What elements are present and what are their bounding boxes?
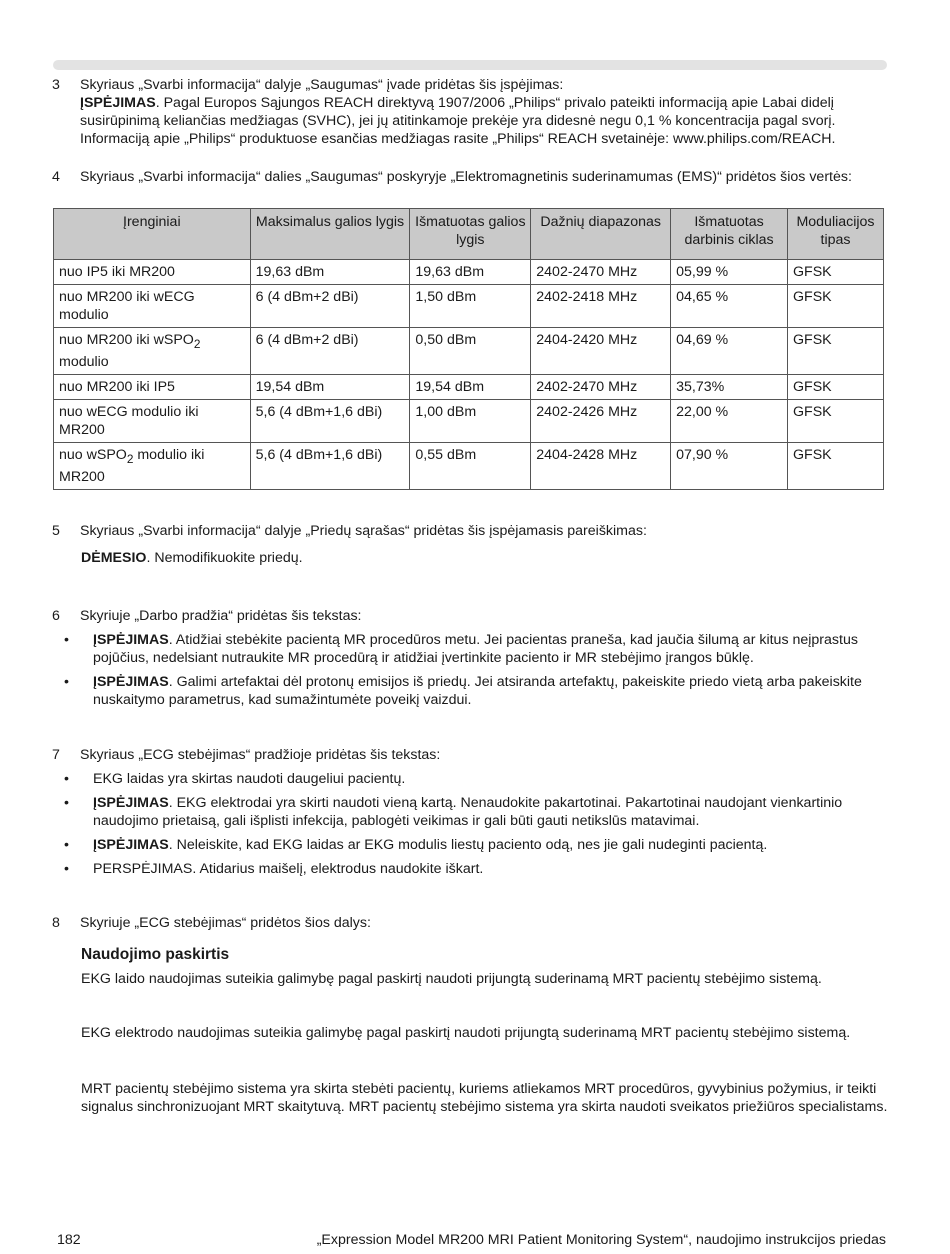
duty-cycle-cell: 05,99 % xyxy=(671,260,788,285)
duty-cycle-cell: 04,65 % xyxy=(671,285,788,328)
table-row xyxy=(54,399,884,442)
list-item xyxy=(52,673,888,709)
list-item xyxy=(52,836,888,854)
column-header: Maksimalus galios lygis xyxy=(250,209,410,260)
device-subscript: 2 xyxy=(193,336,201,351)
warning-label: ĮSPĖJIMAS xyxy=(93,632,169,648)
footer-title: „Expression Model MR200 MRI Patient Monitoring System“, naudojimo instrukcijos priedas xyxy=(316,1232,886,1248)
item-number: 8 xyxy=(52,915,60,931)
item-intro: Skyriuje „Darbo pradžia“ pridėtas šis tekstas: xyxy=(80,608,362,624)
item-intro: Skyriuje „ECG stebėjimas“ pridėtos šios dalys: xyxy=(80,915,371,931)
item-number: 4 xyxy=(52,169,60,185)
table-row xyxy=(54,374,884,399)
section-item-3 xyxy=(52,76,888,148)
list-item xyxy=(52,631,888,667)
device-name: nuo MR200 iki wSPO xyxy=(59,332,194,348)
measured-power-cell: 19,54 dBm xyxy=(410,374,531,399)
modulation-cell: GFSK xyxy=(788,285,884,328)
frequency-cell: 2402-2470 MHz xyxy=(531,260,671,285)
measured-power-cell: 0,50 dBm xyxy=(410,328,531,375)
section-item-7 xyxy=(52,746,888,878)
list-item xyxy=(52,860,888,878)
modulation-cell: GFSK xyxy=(788,442,884,489)
list-item-text: PERSPĖJIMAS. Atidarius maišelį, elektrodus naudokite iškart. xyxy=(93,861,484,877)
device-cell xyxy=(54,260,251,285)
column-header: Dažnių diapazonas xyxy=(531,209,671,260)
column-header: Įrenginiai xyxy=(54,209,251,260)
device-name: nuo MR200 iki IP5 xyxy=(59,378,175,395)
list-item xyxy=(52,770,888,788)
measured-power-cell: 1,50 dBm xyxy=(410,285,531,328)
max-power-cell: 19,54 dBm xyxy=(250,374,410,399)
bullet-list xyxy=(52,770,888,878)
max-power-cell: 5,6 (4 dBm+1,6 dBi) xyxy=(250,399,410,442)
bullet-list xyxy=(52,631,888,709)
section-item-8 xyxy=(52,914,888,1116)
modulation-cell: GFSK xyxy=(788,374,884,399)
paragraph: MRT pacientų stebėjimo sistema yra skirta stebėti pacientų, kuriems atliekamos MRT procedūros, gyvybinius požymius, ir teikti signalus sinchronizuojant MRT skaitytuvą. MRT pacientų stebėjimo sistema yra skirta naudoti sveikatos priežiūros specialistams. xyxy=(81,1081,888,1115)
item-number: 7 xyxy=(52,747,60,763)
modulation-cell: GFSK xyxy=(788,328,884,375)
section-item-4 xyxy=(52,168,888,186)
duty-cycle-cell: 07,90 % xyxy=(671,442,788,489)
page-number: 182 xyxy=(57,1232,81,1248)
device-cell xyxy=(54,285,251,328)
device-subscript: 2 xyxy=(126,451,134,466)
warning-label: ĮSPĖJIMAS xyxy=(93,837,169,853)
table-row xyxy=(54,285,884,328)
paragraph: EKG elektrodo naudojimas suteikia galimybę pagal paskirtį naudoti prijungtą suderinamą MRT pacientų stebėjimo sistemą. xyxy=(81,1025,851,1041)
caution-text: . Nemodifikuokite priedų. xyxy=(146,550,303,566)
duty-cycle-cell: 22,00 % xyxy=(671,399,788,442)
table-row xyxy=(54,260,884,285)
device-cell xyxy=(54,399,251,442)
measured-power-cell: 1,00 dBm xyxy=(410,399,531,442)
warning-label: ĮSPĖJIMAS xyxy=(93,674,169,690)
measured-power-cell: 0,55 dBm xyxy=(410,442,531,489)
device-name: nuo wSPO xyxy=(59,446,127,463)
duty-cycle-cell: 35,73% xyxy=(671,374,788,399)
frequency-cell: 2404-2420 MHz xyxy=(531,328,671,375)
warning-label: ĮSPĖJIMAS xyxy=(93,795,169,811)
max-power-cell: 6 (4 dBm+2 dBi) xyxy=(250,328,410,375)
max-power-cell: 5,6 (4 dBm+1,6 dBi) xyxy=(250,442,410,489)
device-cell xyxy=(54,328,251,375)
item-intro: Skyriaus „ECG stebėjimas“ pradžioje pridėtas šis tekstas: xyxy=(80,747,441,763)
list-item-text: EKG laidas yra skirtas naudoti daugeliui pacientų. xyxy=(93,771,406,787)
duty-cycle-cell: 04,69 % xyxy=(671,328,788,375)
max-power-cell: 19,63 dBm xyxy=(250,260,410,285)
table-row xyxy=(54,328,884,375)
paragraph: EKG laido naudojimas suteikia galimybę pagal paskirtį naudoti prijungtą suderinamą MRT pacientų stebėjimo sistemą. xyxy=(81,971,822,987)
caution-label: DĖMESIO xyxy=(81,550,147,566)
modulation-cell: GFSK xyxy=(788,399,884,442)
warning-paragraph xyxy=(80,94,888,148)
section-item-5 xyxy=(52,522,888,567)
column-header: Moduliacijos tipas xyxy=(788,209,884,260)
list-item-text: . Galimi artefaktai dėl protonų emisijos iš priedų. Jei atsiranda artefaktų, pakeiskite priedo vietą arba pakeiskite nuskaitymo parametrus, kad sumažintumėte poveikį vaizdui. xyxy=(93,674,862,708)
item-intro: Skyriaus „Svarbi informacija“ dalyje „Priedų sąrašas“ pridėtas šis įspėjamasis pareiškimas: xyxy=(80,523,647,539)
measured-power-cell: 19,63 dBm xyxy=(410,260,531,285)
device-name: nuo wECG modulio iki MR200 xyxy=(59,403,199,438)
list-item-text: . Atidžiai stebėkite pacientą MR procedūros metu. Jei pacientas praneša, kad jaučia šilumą ar kitus neįprastus pojūčius, nedelsiant nutraukite MR procedūrą ir atidžiai įvertinkite paciento ir MR stebėjimo įrangos būklę. xyxy=(93,632,858,666)
device-name-suffix: modulio xyxy=(59,353,109,370)
item-intro: Skyriaus „Svarbi informacija“ dalyje „Saugumas“ įvade pridėtas šis įspėjimas: xyxy=(80,77,564,93)
max-power-cell: 6 (4 dBm+2 dBi) xyxy=(250,285,410,328)
header-bar xyxy=(53,60,887,70)
subheading: Naudojimo paskirtis xyxy=(81,946,230,963)
caution-paragraph xyxy=(81,549,888,567)
warning-text: . Pagal Europos Sąjungos REACH direktyvą 1907/2006 „Philips“ privalo pateikti informaciją apie Labai didelį susirūpinimą keliančias medžiagas (SVHC), jei jų atitinkamoje prekėje yra didesnė negu 0,1 % koncentracija pagal svorį. Informaciją apie „Philips“ produktuose esančias medžiagas rasite „Philips“ REACH svetainėje: www.philips.com/REACH. xyxy=(80,95,836,147)
item-intro: Skyriaus „Svarbi informacija“ dalies „Saugumas“ poskyryje „Elektromagnetinis suderinamumas (EMS)“ pridėtos šios vertės: xyxy=(80,169,852,185)
frequency-cell: 2404-2428 MHz xyxy=(531,442,671,489)
warning-label: ĮSPĖJIMAS xyxy=(80,95,156,111)
list-item-text: . EKG elektrodai yra skirti naudoti vieną kartą. Nenaudokite pakartotinai. Pakartotinai naudojant vienkartinio naudojimo prietaisą, gali išplisti infekcija, pablogėti veikimas ir gali būti gauti netikslūs matavimai. xyxy=(93,795,843,829)
section-item-6 xyxy=(52,607,888,709)
device-name-suffix: modulio iki MR200 xyxy=(59,446,205,485)
device-cell xyxy=(54,442,251,489)
frequency-cell: 2402-2470 MHz xyxy=(531,374,671,399)
ems-table xyxy=(53,208,884,490)
table-row xyxy=(54,442,884,489)
modulation-cell: GFSK xyxy=(788,260,884,285)
item-number: 5 xyxy=(52,523,60,539)
list-item xyxy=(52,794,888,830)
table-header-row xyxy=(54,209,884,260)
device-name: nuo IP5 iki MR200 xyxy=(59,264,175,280)
item-number: 3 xyxy=(52,77,60,93)
column-header: Išmatuotas galios lygis xyxy=(410,209,531,260)
column-header: Išmatuotas darbinis ciklas xyxy=(671,209,788,260)
item-number: 6 xyxy=(52,608,60,624)
frequency-cell: 2402-2426 MHz xyxy=(531,399,671,442)
frequency-cell: 2402-2418 MHz xyxy=(531,285,671,328)
device-name: nuo MR200 iki wECG modulio xyxy=(59,289,195,323)
device-cell xyxy=(54,374,251,399)
list-item-text: . Neleiskite, kad EKG laidas ar EKG modulis liestų paciento odą, nes jie gali nudeginti pacientą. xyxy=(168,837,768,853)
